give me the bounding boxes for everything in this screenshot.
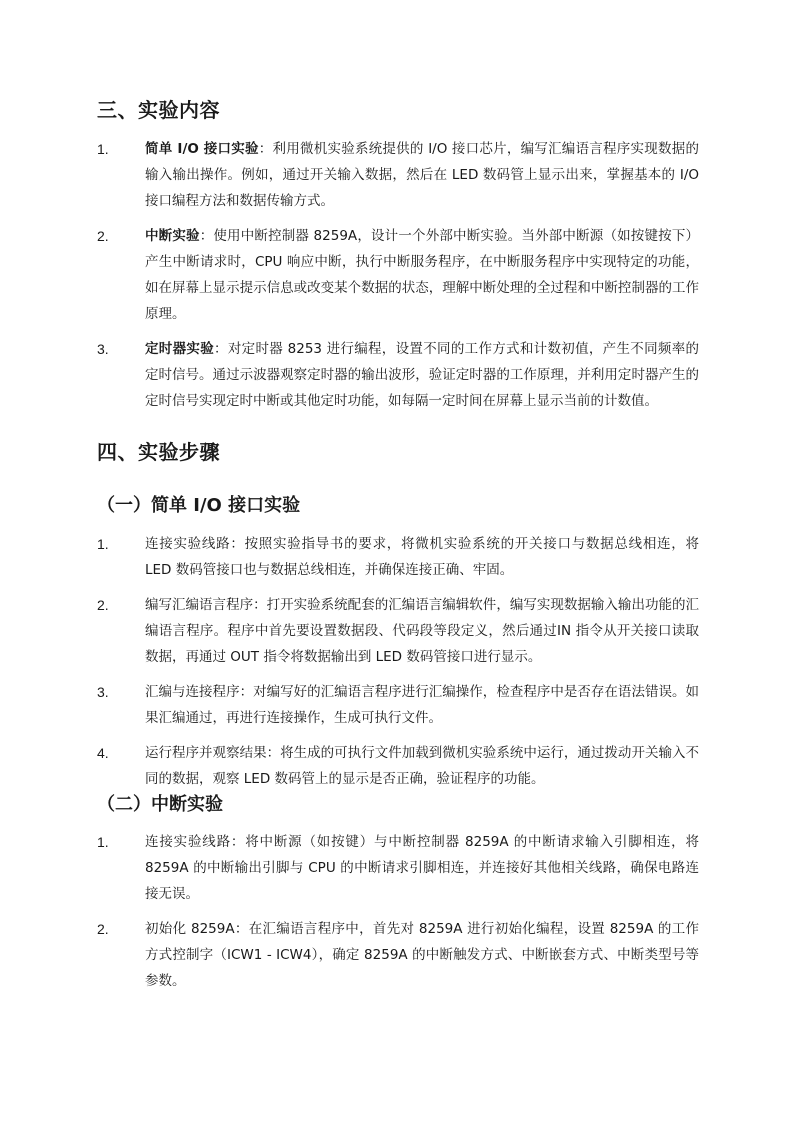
subsection-heading-io: （一）简单 I/O 接口实验 <box>97 495 301 516</box>
subsection-heading-interrupt: （二）中断实验 <box>97 794 223 815</box>
list-item <box>0 592 794 670</box>
interrupt-steps-list <box>0 829 794 1003</box>
io-steps-list <box>0 531 794 801</box>
item-title: 简单 I/O 接口实验 <box>145 141 259 157</box>
list-text <box>145 223 699 327</box>
list-number: 1. <box>97 834 109 850</box>
list-item <box>0 679 794 731</box>
item-body: ：对定时器 8253 进行编程，设置不同的工作方式和计数初值，产生不同频率的定时信号。通过示波器观察定时器的输出波形，验证定时器的工作原理，并利用定时器产生的定时信号实现定时中断或其他定时功能，如每隔一定时间在屏幕上显示当前的计数值。 <box>145 341 699 409</box>
list-text: 编写汇编语言程序：打开实验系统配套的汇编语言编辑软件，编写实现数据输入输出功能的汇编语言程序。程序中首先要设置数据段、代码段等段定义，然后通过IN 指令从开关接口读取数据，再通过 OUT 指令将数据输出到 LED 数码管接口进行显示。 <box>145 597 699 665</box>
list-number: 3. <box>97 341 109 357</box>
list-text: 汇编与连接程序：对编写好的汇编语言程序进行汇编操作，检查程序中是否存在语法错误。如果汇编通过，再进行连接操作，生成可执行文件。 <box>145 684 699 726</box>
list-text: 运行程序并观察结果：将生成的可执行文件加载到微机实验系统中运行，通过拨动开关输入不同的数据，观察 LED 数码管上的显示是否正确，验证程序的功能。 <box>145 745 699 787</box>
list-number: 2. <box>97 921 109 937</box>
list-item <box>0 531 794 583</box>
list-text <box>145 336 699 414</box>
section-heading-content: 三、实验内容 <box>97 98 220 122</box>
list-number: 1. <box>97 536 109 552</box>
list-item <box>0 916 794 994</box>
item-title: 定时器实验 <box>145 341 215 357</box>
section-heading-steps: 四、实验步骤 <box>97 440 220 464</box>
list-number: 3. <box>97 684 109 700</box>
list-number: 2. <box>97 597 109 613</box>
item-body: ：利用微机实验系统提供的 I/O 接口芯片，编写汇编语言程序实现数据的输入输出操作。例如，通过开关输入数据，然后在 LED 数码管上显示出来，掌握基本的 I/O 接口编程方法和数据传输方式。 <box>145 141 699 209</box>
list-item <box>0 223 794 327</box>
list-number: 4. <box>97 745 109 761</box>
list-number: 1. <box>97 141 109 157</box>
item-body: ：使用中断控制器 8259A，设计一个外部中断实验。当外部中断源（如按键按下）产生中断请求时，CPU 响应中断，执行中断服务程序，在中断服务程序中实现特定的功能，如在屏幕上显示提示信息或改变某个数据的状态，理解中断处理的全过程和中断控制器的工作原理。 <box>145 228 699 322</box>
list-item <box>0 829 794 907</box>
list-item <box>0 336 794 414</box>
list-item <box>0 740 794 792</box>
item-title: 中断实验 <box>145 228 200 244</box>
list-text: 连接实验线路：按照实验指导书的要求，将微机实验系统的开关接口与数据总线相连，将 LED 数码管接口也与数据总线相连，并确保连接正确、牢固。 <box>145 536 699 578</box>
list-text: 初始化 8259A：在汇编语言程序中，首先对 8259A 进行初始化编程，设置 8259A 的工作方式控制字（ICW1 - ICW4），确定 8259A 的中断触发方式、中断嵌套方式、中断类型号等参数。 <box>145 921 699 989</box>
list-item <box>0 136 794 214</box>
list-text: 连接实验线路：将中断源（如按键）与中断控制器 8259A 的中断请求输入引脚相连，将 8259A 的中断输出引脚与 CPU 的中断请求引脚相连，并连接好其他相关线路，确保电路连接无误。 <box>145 834 699 902</box>
content-list <box>0 136 794 423</box>
list-text <box>145 136 699 214</box>
list-number: 2. <box>97 228 109 244</box>
